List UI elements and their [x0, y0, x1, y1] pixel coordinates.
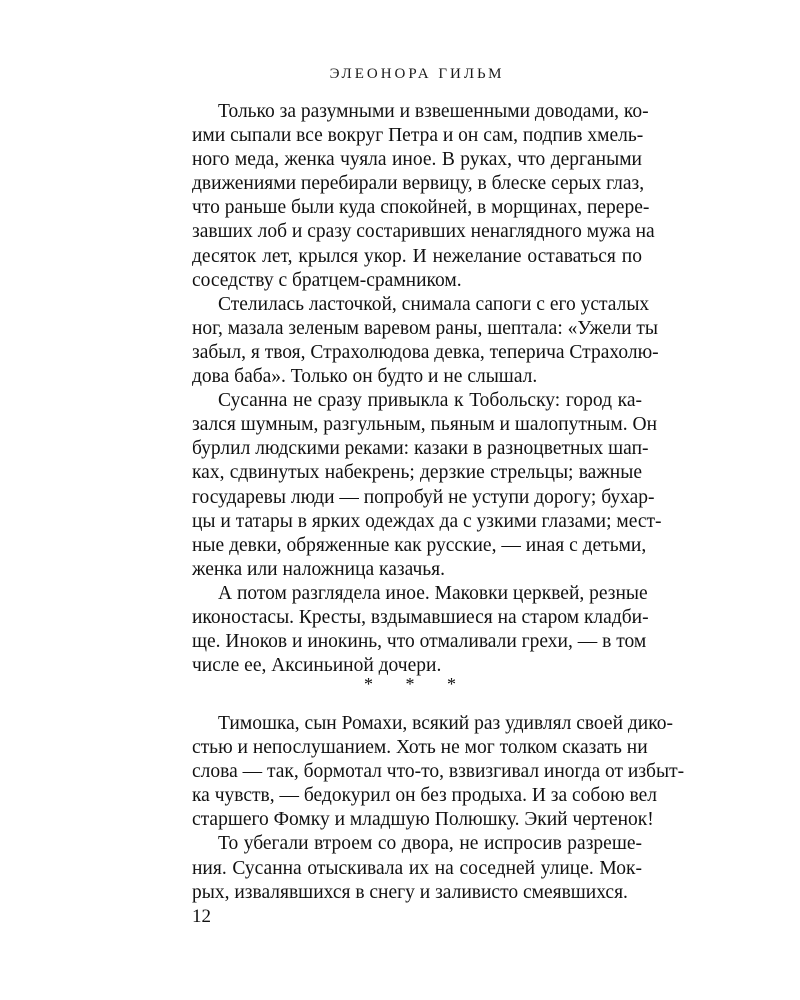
text-line: ка чувств, — бедокурил он без продыха. И за собою вел: [192, 785, 658, 807]
text-line: что раньше были куда спокойней, в морщинах, перере-: [192, 197, 650, 219]
text-line: забыл, я твоя, Страхолюдова девка, теперича Страхолю-: [192, 341, 659, 363]
text-line: числе ее, Аксиньиной дочери.: [192, 655, 442, 677]
text-line: дова баба». Только он будто и не слышал.: [192, 366, 538, 388]
text-line: ного меда, женка чуяла иное. В руках, что дергаными: [192, 149, 642, 171]
text-block-1: [192, 100, 662, 678]
text-line: ках, сдвинутых набекрень; дерзкие стрельцы; важные: [192, 462, 642, 484]
text-line: зался шумным, разгульным, пьяным и шалопутным. Он: [192, 414, 658, 436]
text-line: бурлил людскими реками: казаки в разноцветных шап-: [192, 438, 649, 460]
text-line: старшего Фомку и младшую Полюшку. Экий чертенок!: [192, 809, 654, 831]
text-line: Стелилась ласточкой, снимала сапоги с его усталых: [218, 293, 650, 315]
text-line: движениями перебирали вервицу, в блеске серых глаз,: [192, 173, 645, 195]
text-line: завших лоб и сразу состаривших ненаглядного мужа на: [192, 221, 655, 243]
text-line: Тимошка, сын Ромахи, всякий раз удивлял своей дико-: [218, 713, 673, 734]
text-line: ими сыпали все вокруг Петра и он сам, подпив хмель-: [192, 125, 644, 147]
text-block-2: [192, 712, 685, 905]
section-separator: * * *: [364, 674, 470, 694]
text-line: женка или наложница казачья.: [192, 558, 446, 580]
text-line: Только за разумными и взвешенными доводами, ко-: [218, 101, 649, 122]
text-line: То убегали втроем со двора, не испросив разреше-: [218, 833, 642, 855]
text-line: цы и татары в ярких одеждах да с узкими глазами; мест-: [192, 510, 662, 532]
text-line: рых, извалявшихся в снегу и заливисто смеявшихся.: [192, 881, 628, 903]
text-line: стью и непослушанием. Хоть не мог толком сказать ни: [192, 737, 648, 759]
text-line: государевы люди — попробуй не уступи дорогу; бухар-: [192, 486, 655, 508]
text-line: ные девки, обряженные как русские, — иная с детьми,: [192, 534, 647, 556]
text-line: ще. Иноков и инокинь, что отмаливали грехи, — в том: [192, 631, 647, 653]
page-number: 12: [192, 906, 211, 927]
text-line: десяток лет, крылся укор. И нежелание оставаться по: [192, 245, 642, 267]
text-line: ног, мазала зеленым варевом раны, шептала: «Ужели ты: [192, 317, 659, 339]
text-line: иконостасы. Кресты, вздымавшиеся на старом кладби-: [192, 606, 649, 628]
text-line: слова — так, бормотал что-то, взвизгивал иногда от избыт-: [192, 761, 685, 783]
text-line: А потом разглядела иное. Маковки церквей, резные: [218, 582, 648, 604]
text-line: соседству с братцем-срамником.: [192, 269, 462, 291]
running-head: ЭЛЕОНОРА ГИЛЬМ: [329, 66, 505, 82]
text-line: Сусанна не сразу привыкла к Тобольску: город ка-: [218, 390, 642, 412]
text-line: ния. Сусанна отыскивала их на соседней улице. Мок-: [192, 857, 642, 879]
